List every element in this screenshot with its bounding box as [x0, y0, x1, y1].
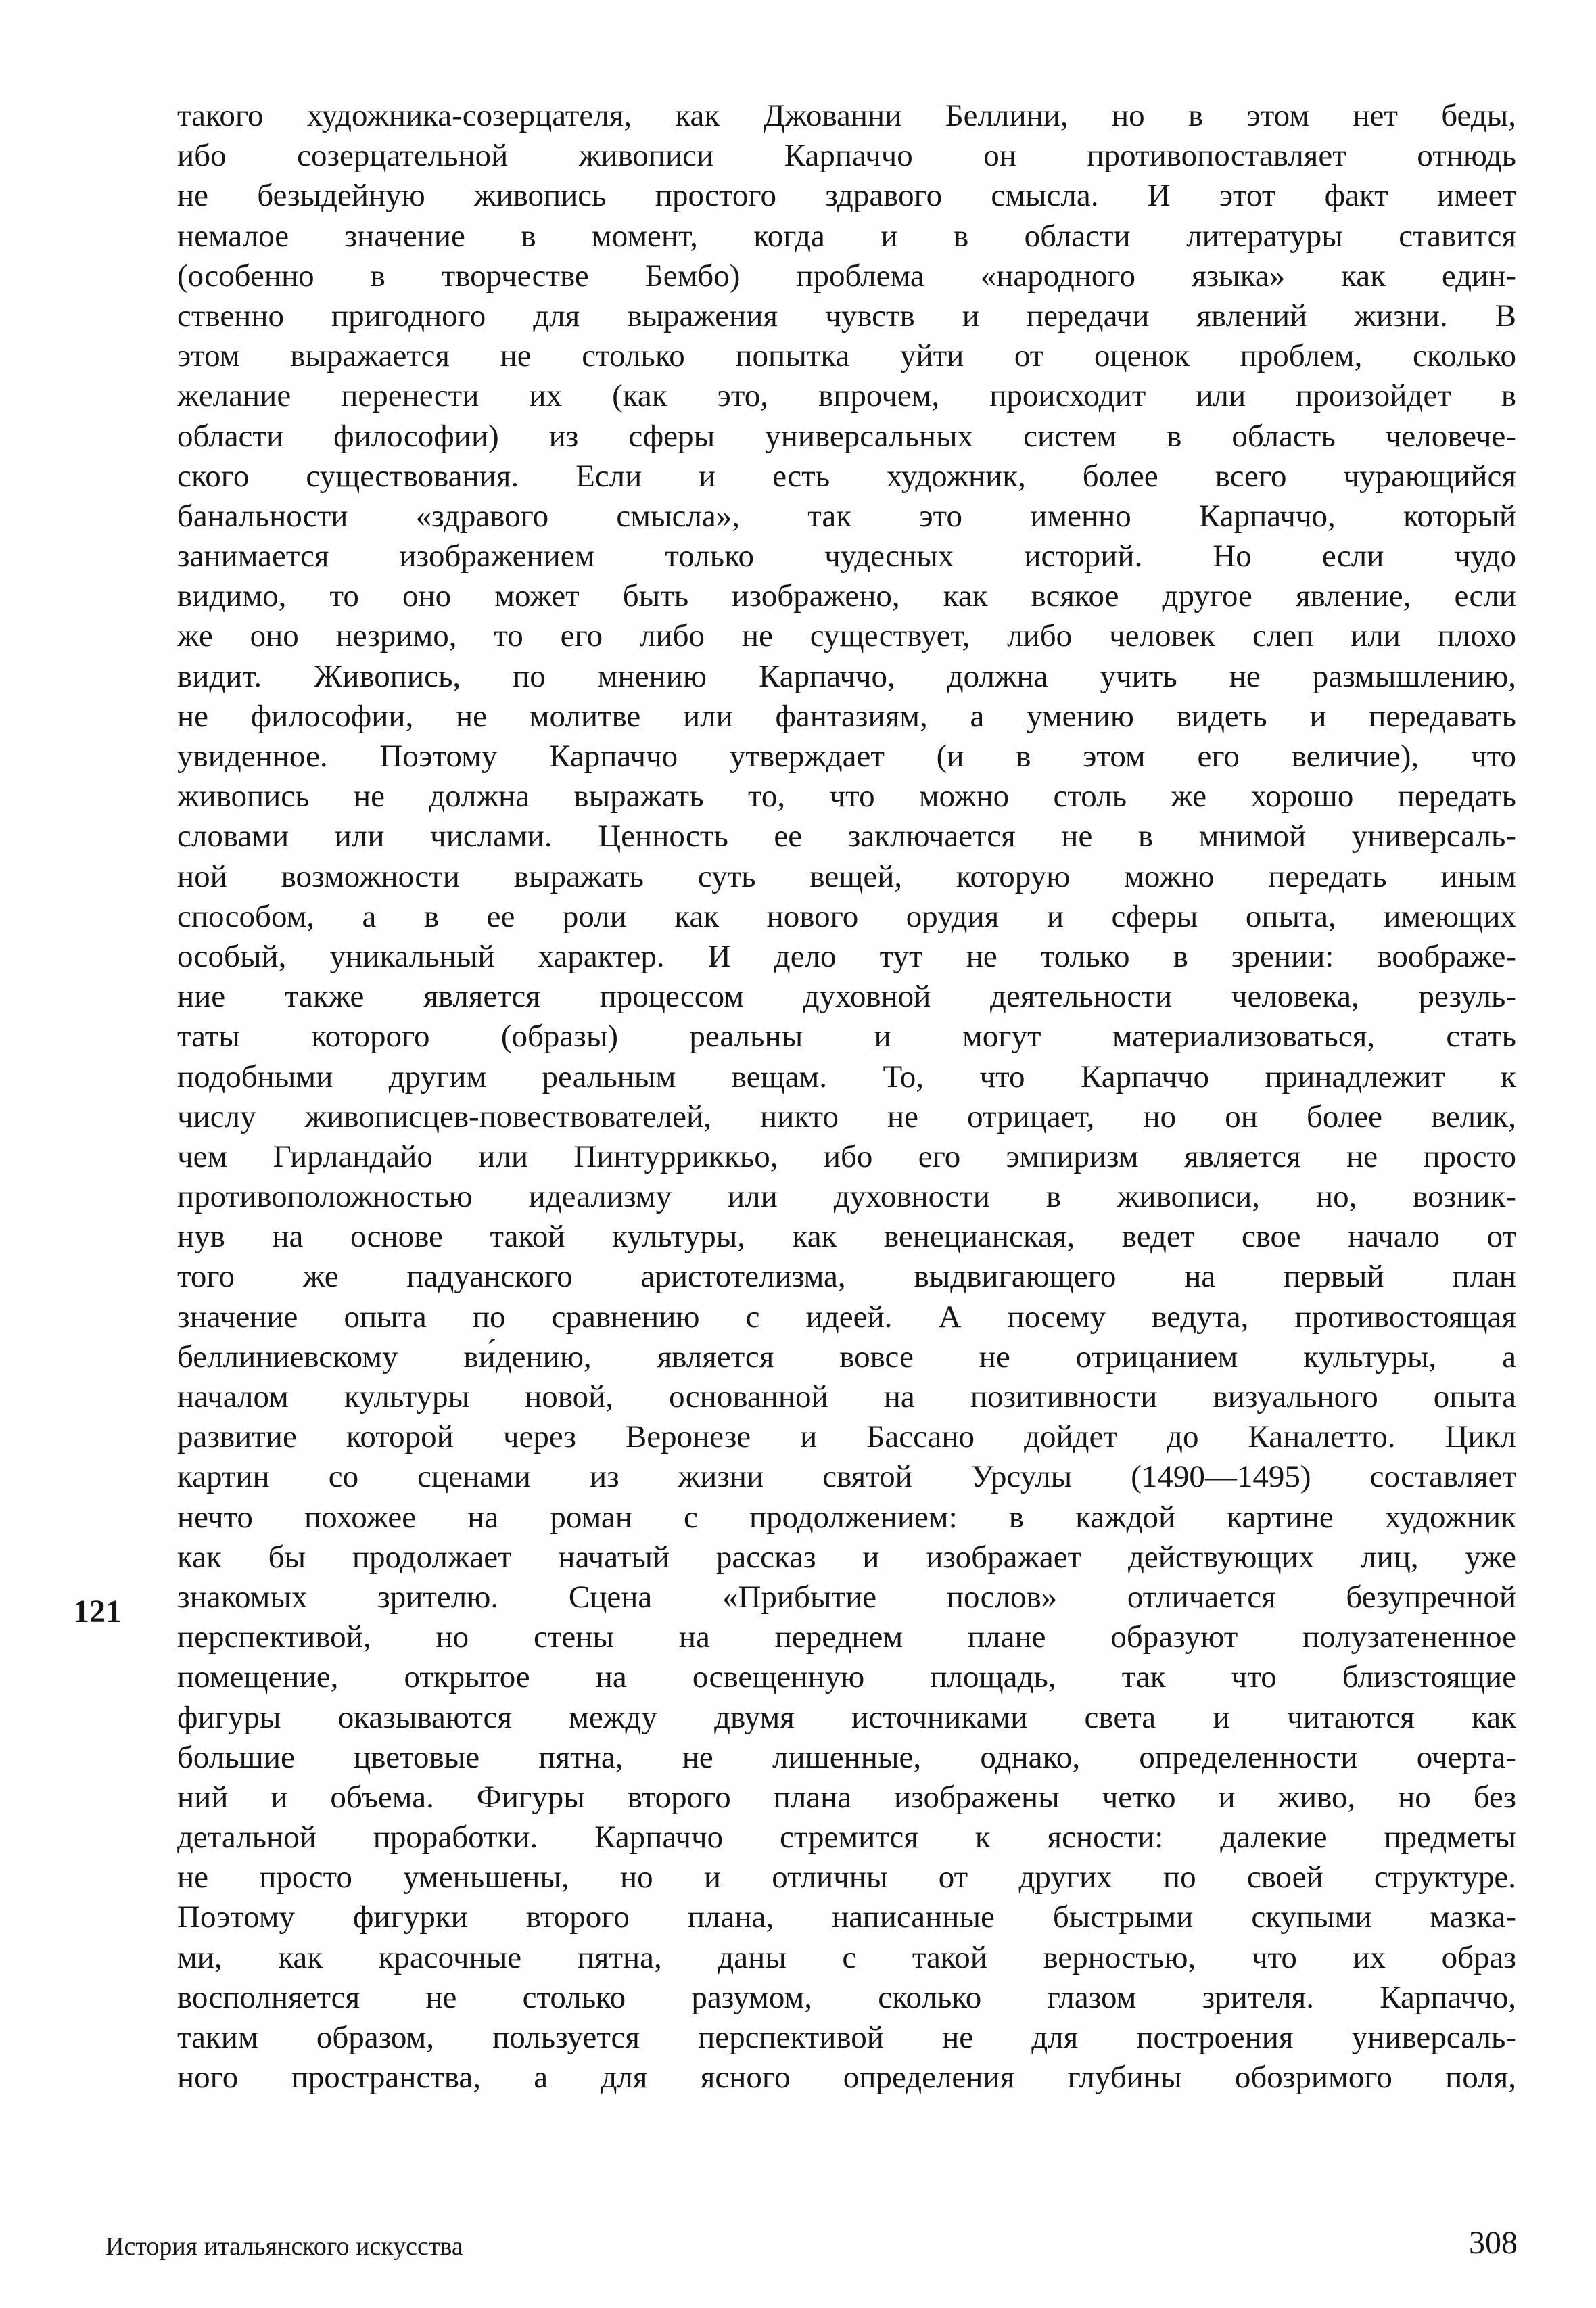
- text-line: немалое значение в момент, когда и в области литературы ставится: [177, 218, 1516, 254]
- body-text: [177, 96, 1516, 2098]
- text-line: ной возможности выражать суть вещей, которую можно передать иным: [177, 858, 1516, 894]
- text-line: области философии) из сферы универсальных систем в область человече-: [177, 418, 1516, 454]
- text-line: таты которого (образы) реальны и могут материализоваться, стать: [177, 1019, 1516, 1055]
- text-line: Поэтому фигурки второго плана, написанные быстрыми скупыми мазка-: [177, 1899, 1516, 1935]
- text-line: словами или числами. Ценность ее заключается не в мнимой универсаль-: [177, 818, 1516, 854]
- text-line: картин со сценами из жизни святой Урсулы (1490—1495) составляет: [177, 1459, 1516, 1495]
- text-line: фигуры оказываются между двумя источниками света и читаются как: [177, 1699, 1516, 1735]
- text-line: детальной проработки. Карпаччо стремится к ясности: далекие предметы: [177, 1820, 1516, 1855]
- text-line: ний и объема. Фигуры второго плана изображены четко и живо, но без: [177, 1779, 1516, 1815]
- text-line: этом выражается не столько попытка уйти от оценок проблем, сколько: [177, 338, 1516, 374]
- text-line: банальности «здравого смысла», так это именно Карпаччо, который: [177, 498, 1516, 534]
- page-number: 308: [1469, 2225, 1518, 2261]
- text-line: такого художника-созерцателя, как Джованни Беллини, но в этом нет беды,: [177, 98, 1516, 133]
- text-line: числу живописцев-повествователей, никто не отрицает, но он более велик,: [177, 1099, 1516, 1134]
- text-line: как бы продолжает начатый рассказ и изображает действующих лиц, уже: [177, 1539, 1516, 1575]
- text-line: ми, как красочные пятна, даны с такой верностью, что их образ: [177, 1939, 1516, 1975]
- text-line: развитие которой через Веронезе и Бассано дойдет до Каналетто. Цикл: [177, 1419, 1516, 1455]
- text-line: нечто похожее на роман с продолжением: в каждой картине художник: [177, 1499, 1516, 1535]
- text-line: подобными другим реальным вещам. То, что Карпаччо принадлежит к: [177, 1059, 1516, 1094]
- text-line: того же падуанского аристотелизма, выдвигающего на первый план: [177, 1259, 1516, 1295]
- text-line: желание перенести их (как это, впрочем, происходит или произойдет в: [177, 378, 1516, 414]
- text-line: ние также является процессом духовной деятельности человека, резуль-: [177, 979, 1516, 1015]
- text-line: занимается изображением только чудесных историй. Но если чудо: [177, 538, 1516, 574]
- text-line: помещение, открытое на освещенную площадь, так что близстоящие: [177, 1659, 1516, 1695]
- text-line: не философии, не молитве или фантазиям, а умению видеть и передавать: [177, 698, 1516, 734]
- margin-illustration-number: 121: [73, 1594, 122, 1630]
- text-line: видимо, то оно может быть изображено, как всякое другое явление, если: [177, 578, 1516, 614]
- text-line: знакомых зрителю. Сцена «Прибытие послов» отличается безупречной: [177, 1579, 1516, 1615]
- text-line: особый, уникальный характер. И дело тут не только в зрении: воображе-: [177, 938, 1516, 974]
- text-line: живопись не должна выражать то, что можно столь же хорошо передать: [177, 779, 1516, 814]
- text-line: перспективой, но стены на переднем плане образуют полузатененное: [177, 1619, 1516, 1655]
- text-line: восполняется не столько разумом, сколько глазом зрителя. Карпаччо,: [177, 1979, 1516, 2015]
- text-line: противоположностью идеализму или духовности в живописи, но, возник-: [177, 1179, 1516, 1215]
- text-line: ного пространства, а для ясного определения глубины обозримого поля,: [177, 2060, 1516, 2096]
- text-line: способом, а в ее роли как нового орудия и сферы опыта, имеющих: [177, 898, 1516, 934]
- text-line: не безыдейную живопись простого здравого смысла. И этот факт имеет: [177, 178, 1516, 214]
- text-line: ского существования. Если и есть художник, более всего чурающийся: [177, 458, 1516, 494]
- text-line: чем Гирландайо или Пинтурриккьо, ибо его эмпиризм является не просто: [177, 1138, 1516, 1174]
- text-line: (особенно в творчестве Бембо) проблема «народного языка» как един-: [177, 258, 1516, 294]
- text-line: увиденное. Поэтому Карпаччо утверждает (и в этом его величие), что: [177, 739, 1516, 774]
- text-line: ственно пригодного для выражения чувств и передачи явлений жизни. В: [177, 298, 1516, 333]
- text-line: же оно незримо, то его либо не существует, либо человек слеп или плохо: [177, 618, 1516, 654]
- text-line: нув на основе такой культуры, как венецианская, ведет свое начало от: [177, 1219, 1516, 1255]
- text-line: ибо созерцательной живописи Карпаччо он противопоставляет отнюдь: [177, 138, 1516, 174]
- text-line: значение опыта по сравнению с идеей. А посему ведута, противостоящая: [177, 1299, 1516, 1335]
- running-title: История итальянского искусства: [105, 2232, 463, 2261]
- text-line: не просто уменьшены, но и отличны от других по своей структуре.: [177, 1860, 1516, 1895]
- text-line: началом культуры новой, основанной на позитивности визуального опыта: [177, 1379, 1516, 1414]
- text-line: видит. Живопись, по мнению Карпаччо, должна учить не размышлению,: [177, 658, 1516, 694]
- text-line: большие цветовые пятна, не лишенные, однако, определенности очерта-: [177, 1739, 1516, 1775]
- text-line: таким образом, пользуется перспективой не для построения универсаль-: [177, 2020, 1516, 2055]
- text-line: беллиниевскому ви́дению, является вовсе не отрицанием культуры, а: [177, 1339, 1516, 1375]
